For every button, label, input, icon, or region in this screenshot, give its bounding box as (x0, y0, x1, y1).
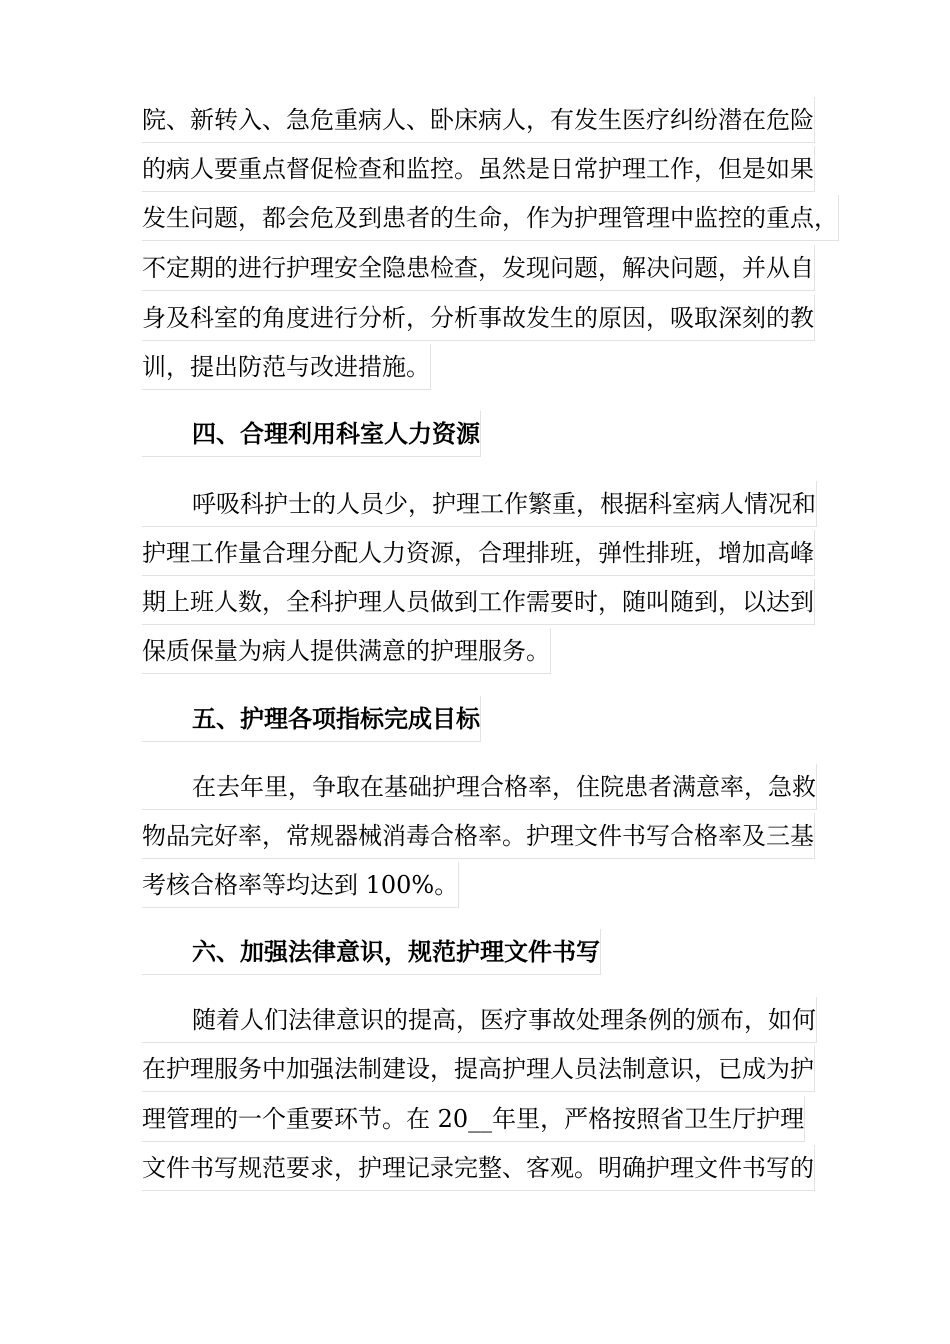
paragraph-line: 不定期的进行护理安全隐患检查，发现问题，解决问题，并从自 (142, 245, 815, 291)
paragraph-line: 文件书写规范要求，护理记录完整、客观。明确护理文件书写的 (142, 1145, 815, 1191)
paragraph-line: 训，提出防范与改进措施。 (142, 344, 431, 390)
paragraph-line: 物品完好率，常规器械消毒合格率。护理文件书写合格率及三基 (142, 813, 815, 859)
paragraph-line: 保质保量为病人提供满意的护理服务。 (142, 628, 551, 674)
paragraph-line: 护理工作量合理分配人力资源，合理排班，弹性排班，增加高峰 (142, 530, 815, 576)
section-heading: 五、护理各项指标完成目标 (142, 696, 481, 742)
paragraph-line: 身及科室的角度进行分析，分析事故发生的原因，吸取深刻的教 (142, 295, 815, 341)
paragraph-line: 呼吸科护士的人员少，护理工作繁重，根据科室病人情况和 (142, 481, 817, 527)
section-heading: 六、加强法律意识，规范护理文件书写 (142, 929, 601, 975)
paragraph-line: 发生问题，都会危及到患者的生命，作为护理管理中监控的重点， (142, 195, 839, 241)
paragraph-line: 考核合格率等均达到 100%。 (142, 862, 459, 908)
paragraph-line: 院、新转入、急危重病人、卧床病人，有发生医疗纠纷潜在危险 (142, 97, 815, 143)
paragraph-line: 在护理服务中加强法制建设，提高护理人员法制意识，已成为护 (142, 1046, 815, 1092)
paragraph-line: 随着人们法律意识的提高，医疗事故处理条例的颁布，如何 (142, 997, 817, 1043)
paragraph-line: 在去年里，争取在基础护理合格率，住院患者满意率，急救 (142, 764, 817, 810)
paragraph-line: 理管理的一个重要环节。在 20__年里，严格按照省卫生厅护理 (142, 1096, 805, 1142)
paragraph-line: 期上班人数，全科护理人员做到工作需要时，随叫随到，以达到 (142, 579, 815, 625)
paragraph-line: 的病人要重点督促检查和监控。虽然是日常护理工作，但是如果 (142, 146, 815, 192)
section-heading: 四、合理利用科室人力资源 (142, 411, 481, 457)
